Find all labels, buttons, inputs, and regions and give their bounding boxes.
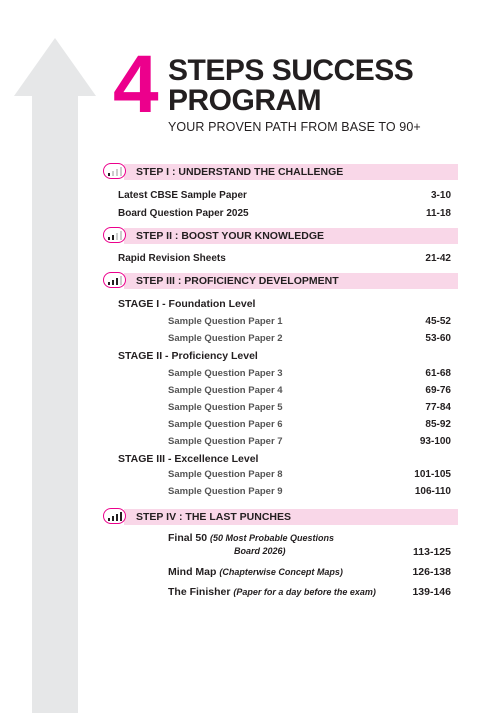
mindmap-note: (Chapterwise Concept Maps): [219, 567, 343, 577]
tagline: YOUR PROVEN PATH FROM BASE TO 90+: [168, 120, 421, 134]
step1-label: STEP I : UNDERSTAND THE CHALLENGE: [136, 166, 344, 178]
signal-2-icon: [103, 227, 126, 243]
step1-row-2-pages: 11-18: [425, 208, 451, 219]
mindmap-row: [168, 566, 343, 578]
mindmap-pages: 126-138: [412, 566, 451, 578]
sqp3-label: Sample Question Paper 3: [168, 368, 283, 379]
step1-row-1-pages: 3-10: [430, 190, 451, 201]
title-line-2: PROGRAM: [168, 84, 322, 117]
step3-label: STEP III : PROFICIENCY DEVELOPMENT: [136, 275, 339, 287]
sqp4-pages: 69-76: [425, 385, 451, 396]
sqp2-pages: 53-60: [425, 333, 451, 344]
sqp8-label: Sample Question Paper 8: [168, 469, 283, 480]
step2-label: STEP II : BOOST YOUR KNOWLEDGE: [136, 230, 325, 242]
stage3-label: STAGE III - Excellence Level: [118, 453, 259, 465]
signal-3-icon: [103, 272, 126, 288]
step4-label: STEP IV : THE LAST PUNCHES: [136, 511, 291, 523]
sqp1-pages: 45-52: [425, 316, 451, 327]
sqp1-label: Sample Question Paper 1: [168, 316, 283, 327]
big-number-four: 4: [113, 39, 157, 130]
finisher-note: (Paper for a day before the exam): [233, 587, 376, 597]
sqp3-pages: 61-68: [425, 368, 451, 379]
sqp2-label: Sample Question Paper 2: [168, 333, 283, 344]
mindmap-label: Mind Map: [168, 566, 217, 578]
sqp8-pages: 101-105: [414, 469, 451, 480]
final50-row: [168, 532, 334, 544]
final50-pages: 113-125: [413, 546, 451, 558]
title-line-1: STEPS SUCCESS: [168, 54, 414, 87]
stage2-label: STAGE II - Proficiency Level: [118, 350, 258, 362]
finisher-row: [168, 586, 376, 598]
sqp7-pages: 93-100: [419, 436, 451, 447]
sqp7-label: Sample Question Paper 7: [168, 436, 283, 447]
step1-row-1-label: Latest CBSE Sample Paper: [118, 190, 247, 201]
sqp4-label: Sample Question Paper 4: [168, 385, 283, 396]
sqp6-pages: 85-92: [425, 419, 451, 430]
step2-row-1-pages: 21-42: [425, 253, 451, 264]
finisher-label: The Finisher: [168, 586, 231, 598]
step1-row-2-label: Board Question Paper 2025: [118, 208, 249, 219]
signal-1-icon: [103, 163, 126, 179]
final50-label: Final 50: [168, 532, 208, 544]
final50-note-1: (50 Most Probable Questions: [210, 533, 335, 543]
signal-4-icon: [103, 508, 126, 524]
sqp5-label: Sample Question Paper 5: [168, 402, 283, 413]
final50-note-2: Board 2026): [234, 546, 286, 556]
sqp9-label: Sample Question Paper 9: [168, 486, 283, 497]
step2-row-1-label: Rapid Revision Sheets: [118, 253, 226, 264]
sqp9-pages: 106-110: [414, 486, 451, 497]
progress-arrow: [0, 0, 100, 713]
sqp5-pages: 77-84: [425, 402, 451, 413]
sqp6-label: Sample Question Paper 6: [168, 419, 283, 430]
stage1-label: STAGE I - Foundation Level: [118, 298, 256, 310]
finisher-pages: 139-146: [412, 586, 451, 598]
